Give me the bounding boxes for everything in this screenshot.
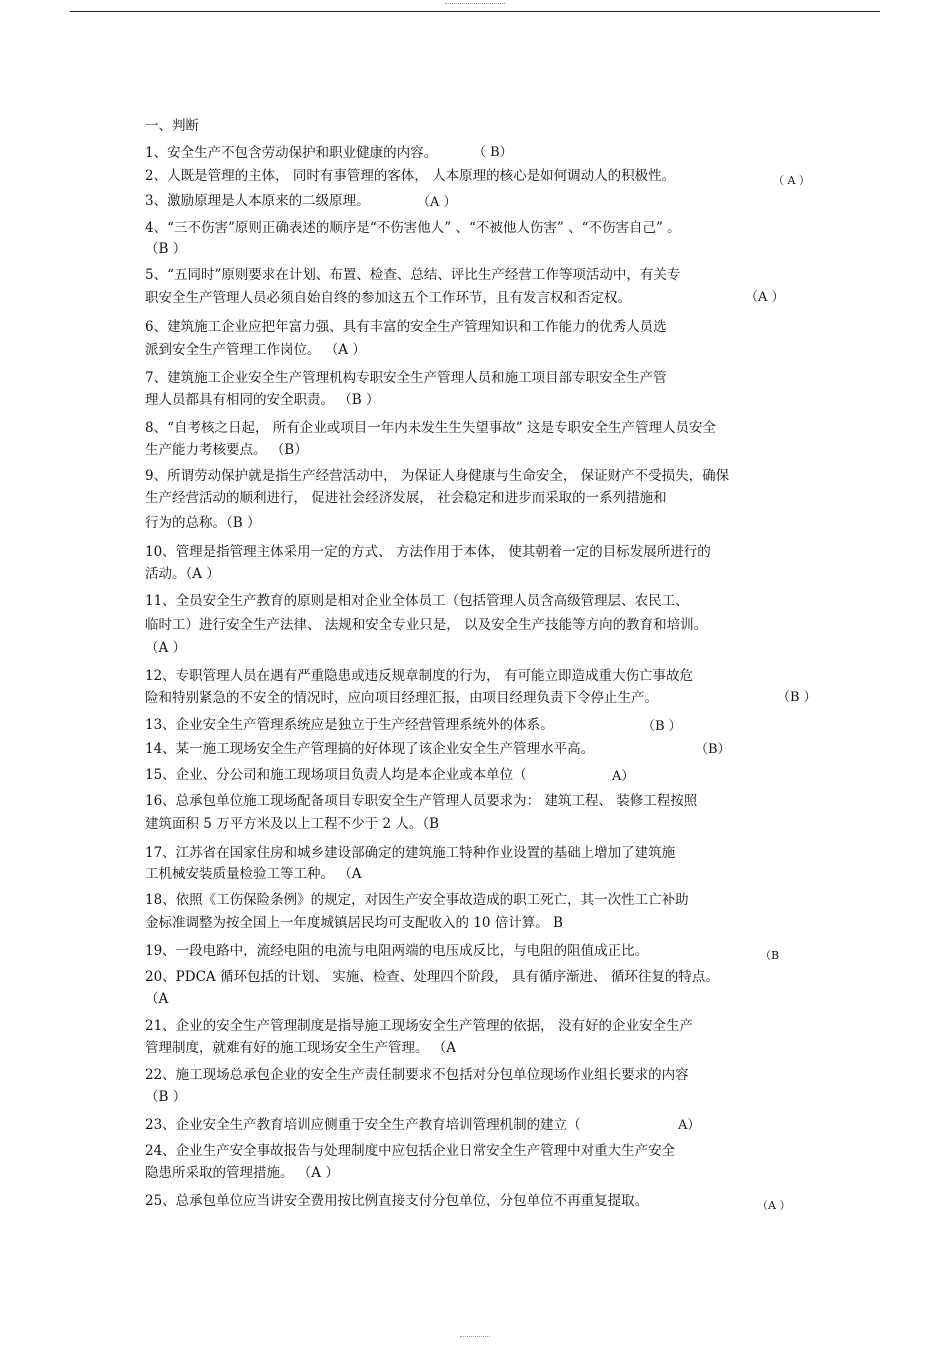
item-10-line-2: 活动。（A ） [145,566,220,582]
item-13-answer: （B ） [642,719,682,734]
item-3-answer: （A ） [417,195,457,210]
item-2-answer: （ A ） [773,174,810,187]
item-8-line-1: 8、“自考核之日起， 所有企业或项目一年内未发生生失望事故” 这是专职安全生产管理人员安全 [145,420,716,436]
item-9-line-3: 行为的总称。（B ） [145,515,261,531]
item-12-answer: （B ） [777,690,817,705]
item-19-line-1: 19、一段电路中，流经电阻的电流与电阻两端的电压成反比，与电阻的阻值成正比。 [145,943,649,959]
item-1-answer: （ B） [473,145,513,160]
item-17-line-2: 工机械安装质量检验工等工种。 （A [145,866,362,882]
section-title: 一、判断 [145,118,199,134]
item-24-line-2: 隐患所采取的管理措施。 （A ） [145,1165,339,1181]
item-23-answer: A） [678,1118,701,1133]
item-8-line-2: 生产能力考核要点。 （B） [145,442,308,458]
item-17-line-1: 17、江苏省在国家住房和城乡建设部确定的建筑施工特种作业设置的基础上增加了建筑施 [145,845,676,861]
item-5-line-1: 5、“五同时”原则要求在计划、布置、检查、总结、评比生产经营工作等项活动中，有关专 [145,267,681,283]
item-15-line-1: 15、企业、分公司和施工现场项目负责人均是本企业或本单位（ [145,767,527,783]
item-6-line-2: 派到安全生产管理工作岗位。 （A ） [145,342,366,358]
item-21-line-2: 管理制度，就难有好的施工现场安全生产管理。 （A [145,1040,457,1056]
item-20-line-1: 20、PDCA 循环包括的计划、 实施、检查、处理四个阶段， 具有循序渐进、 循环往复的特点。 [145,969,719,985]
item-7-line-2: 理人员都具有相同的安全职责。 （B ） [145,392,380,408]
item-12-line-1: 12、专职管理人员在遇有严重隐患或违反规章制度的行为， 有可能立即造成重大伤亡事故危 [145,668,693,684]
item-2-line-1: 2、人既是管理的主体， 同时有事管理的客体， 人本原理的核心是如何调动人的积极性。 [145,168,676,184]
item-25-line-1: 25、总承包单位应当讲安全费用按比例直接支付分包单位，分包单位不再重复提取。 [145,1193,649,1209]
item-22-line-1: 22、施工现场总承包企业的安全生产责任制要求不包括对分包单位现场作业组长要求的内容 [145,1067,689,1083]
item-11-line-3: （A ） [145,640,187,656]
item-3-line-1: 3、激励原理是人本原来的二级原理。 [145,193,370,209]
footer-mark [460,1336,490,1338]
item-11-line-2: 临时工）进行安全生产法律、 法规和安全专业只是， 以及安全生产技能等方向的教育和培训。 [145,617,708,633]
item-14-line-1: 14、某一施工现场安全生产管理搞的好体现了该企业安全生产管理水平高。 [145,741,595,757]
item-9-line-1: 9、所谓劳动保护就是指生产经营活动中， 为保证人身健康与生命安全， 保证财产不受损失，确保 [145,468,730,484]
item-4-line-2: （B ） [145,241,187,257]
item-6-line-1: 6、建筑施工企业应把年富力强、具有丰富的安全生产管理知识和工作能力的优秀人员选 [145,319,667,335]
item-20-line-2: （A [145,991,169,1007]
item-5-line-2: 职安全生产管理人员必须自始自终的参加这五个工作环节，且有发言权和否定权。 [145,290,631,306]
item-22-line-2: （B ） [145,1089,187,1105]
item-1-line-1: 1、安全生产不包含劳动保护和职业健康的内容。 [145,145,438,161]
header-mark [445,3,505,5]
item-15-answer: A） [612,769,635,784]
item-24-line-1: 24、企业生产安全事故报告与处理制度中应包括企业日常安全生产管理中对重大生产安全 [145,1143,676,1159]
item-13-line-1: 13、企业安全生产管理系统应是独立于生产经营管理系统外的体系。 [145,717,554,733]
item-9-line-2: 生产经营活动的顺利进行， 促进社会经济发展， 社会稳定和进步而采取的一系列措施和 [145,490,667,506]
item-21-line-1: 21、企业的安全生产管理制度是指导施工现场安全生产管理的依据， 没有好的企业安全生产 [145,1018,693,1034]
item-16-line-2: 建筑面积 5 万平方米及以上工程不少于 2 人。（B [145,816,440,832]
item-16-line-1: 16、总承包单位施工现场配备项目专职安全生产管理人员要求为： 建筑工程、 装修工程按照 [145,793,698,809]
item-7-line-1: 7、建筑施工企业安全生产管理机构专职安全生产管理人员和施工项目部专职安全生产管 [145,370,667,386]
item-19-answer: （B [760,949,780,962]
item-11-line-1: 11、全员安全生产教育的原则是相对企业全体员工（包括管理人员含高级管理层、农民工、 [145,593,689,609]
item-4-line-1: 4、“三不伤害”原则正确表述的顺序是“不伤害他人” 、“不被他人伤害” 、“不伤害自己” 。 [145,220,681,236]
item-14-answer: （B） [695,742,731,757]
item-18-line-2: 金标准调整为按全国上一年度城镇居民均可支配收入的 10 倍计算。 B [145,915,563,931]
item-18-line-1: 18、依照《工伤保险条例》的规定，对因生产安全事故造成的职工死亡，其一次性工亡补助 [145,892,689,908]
item-12-line-2: 险和特别紧急的不安全的情况时，应向项目经理汇报，由项目经理负责下令停止生产。 [145,690,658,706]
header-rule [70,11,880,12]
item-23-line-1: 23、企业安全生产教育培训应侧重于安全生产教育培训管理机制的建立（ [145,1117,581,1133]
item-10-line-1: 10、管理是指管理主体采用一定的方式、 方法作用于本体， 使其朝着一定的目标发展所进行的 [145,544,711,560]
item-5-answer: （A ） [745,290,785,305]
item-25-answer: （A ） [757,1199,791,1212]
